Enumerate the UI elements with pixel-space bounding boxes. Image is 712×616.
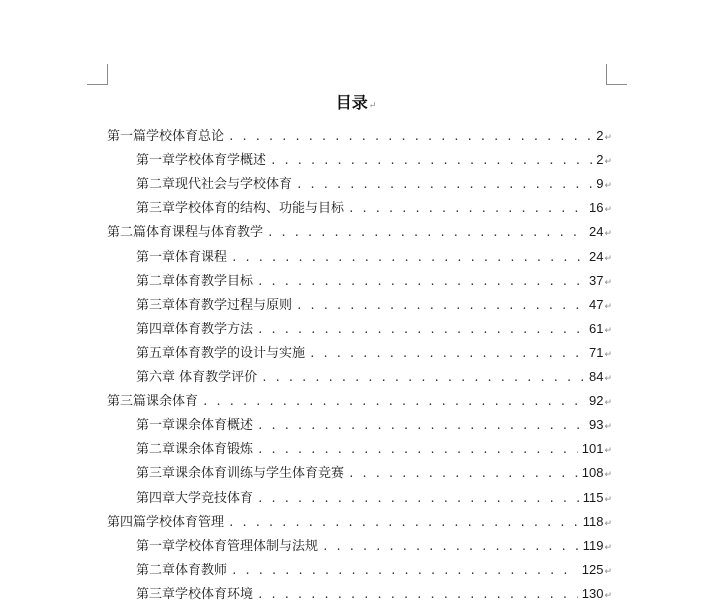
- toc-entry-chapter[interactable]: [136, 536, 612, 556]
- toc-entry-title: 第三章课余体育训练与学生体育竞赛: [136, 466, 345, 481]
- toc-entry-page-number: 47: [588, 297, 604, 312]
- toc-entry-page-number: 9: [596, 176, 604, 191]
- toc-entry-part[interactable]: [107, 222, 612, 242]
- paragraph-mark-icon: ↵: [604, 205, 612, 215]
- toc-entry-title: 第三章学校体育环境: [136, 587, 254, 602]
- toc-entry-title: 第四章体育教学方法: [136, 322, 254, 337]
- toc-dot-leader: [348, 464, 578, 484]
- toc-entry-page-number: 24: [588, 224, 604, 239]
- toc-dot-leader: [231, 561, 578, 581]
- toc-entry-chapter[interactable]: [136, 343, 612, 363]
- toc-entry-title: 第一章学校体育学概述: [136, 153, 267, 168]
- paragraph-mark-icon: ↵: [604, 374, 612, 384]
- paragraph-mark-icon: ↵: [604, 398, 612, 408]
- toc-dot-leader: [270, 151, 592, 171]
- paragraph-mark-icon: ↵: [604, 446, 612, 456]
- toc-entry-title: 第一章学校体育管理体制与法规: [136, 539, 319, 554]
- toc-entry-page-number: 93: [588, 417, 604, 432]
- toc-entry-title: 第二章体育教学目标: [136, 274, 254, 289]
- toc-entry-chapter[interactable]: [136, 271, 612, 291]
- toc-entry-title: 第一章课余体育概述: [136, 418, 254, 433]
- toc-entry-page-number: 2: [596, 128, 604, 143]
- toc-entry-chapter[interactable]: [136, 198, 612, 218]
- toc-entry-chapter[interactable]: [136, 584, 612, 604]
- margin-corner-top-left: [87, 64, 108, 85]
- toc-entry-chapter[interactable]: [136, 367, 612, 387]
- paragraph-mark-icon: ↵: [604, 229, 612, 239]
- paragraph-mark-icon: ↵: [604, 350, 612, 360]
- toc-entry-chapter[interactable]: [136, 439, 612, 459]
- toc-entry-title: 第二章课余体育锻炼: [136, 442, 254, 457]
- toc-entry-chapter[interactable]: [136, 150, 612, 170]
- toc-entry-title: 第一篇学校体育总论: [107, 129, 225, 144]
- paragraph-mark-icon: ↵: [604, 543, 612, 553]
- paragraph-mark-icon: ↵: [604, 157, 612, 167]
- toc-dot-leader: [231, 248, 585, 268]
- toc-entry-title: 第五章体育教学的设计与实施: [136, 346, 306, 361]
- toc-dot-leader: [309, 344, 585, 364]
- toc-entry-title: 第二章现代社会与学校体育: [136, 177, 293, 192]
- toc-dot-leader: [296, 175, 592, 195]
- toc-entry-page-number: 101: [581, 441, 604, 456]
- toc-entry-title: 第二篇体育课程与体育教学: [107, 225, 264, 240]
- paragraph-mark-icon: ↵: [604, 519, 612, 529]
- toc-entry-page-number: 108: [581, 465, 604, 480]
- paragraph-mark-icon: ↵: [604, 591, 612, 601]
- toc-entry-part[interactable]: [107, 126, 612, 146]
- paragraph-mark-icon: ↵: [604, 567, 612, 577]
- toc-entry-part[interactable]: [107, 391, 612, 411]
- toc-entry-page-number: 118: [582, 514, 604, 529]
- toc-heading[interactable]: [0, 93, 712, 116]
- toc-dot-leader: [257, 489, 579, 509]
- toc-dot-leader: [348, 199, 585, 219]
- toc-dot-leader: [257, 440, 578, 460]
- paragraph-mark-icon: ↵: [604, 278, 612, 288]
- paragraph-mark-icon: ↵: [604, 302, 612, 312]
- toc-dot-leader: [202, 392, 585, 412]
- paragraph-mark-icon: ↵: [368, 101, 377, 111]
- toc-entry-title: 第一章体育课程: [136, 250, 228, 265]
- toc-dot-leader: [267, 223, 585, 243]
- toc-entry-page-number: 37: [588, 273, 604, 288]
- toc-dot-leader: [228, 513, 579, 533]
- toc-entry-chapter[interactable]: [136, 247, 612, 267]
- toc-dot-leader: [296, 296, 585, 316]
- paragraph-mark-icon: ↵: [604, 470, 612, 480]
- toc-entry-page-number: 119: [582, 538, 604, 553]
- toc-entry-page-number: 92: [588, 393, 604, 408]
- toc-entry-title: 第三章学校体育的结构、功能与目标: [136, 201, 345, 216]
- toc-entry-title: 第六章 体育教学评价: [136, 370, 258, 385]
- toc-entry-page-number: 130: [581, 586, 604, 601]
- toc-entry-title: 第三篇课余体育: [107, 394, 199, 409]
- margin-corner-top-right: [606, 64, 627, 85]
- toc-dot-leader: [261, 368, 585, 388]
- toc-entry-chapter[interactable]: [136, 319, 612, 339]
- paragraph-mark-icon: ↵: [604, 495, 612, 505]
- paragraph-mark-icon: ↵: [604, 181, 612, 191]
- toc-entry-chapter[interactable]: [136, 488, 612, 508]
- toc-dot-leader: [257, 416, 585, 436]
- toc-entry-page-number: 24: [588, 249, 604, 264]
- toc-entry-page-number: 115: [582, 490, 604, 505]
- toc-dot-leader: [257, 585, 578, 605]
- paragraph-mark-icon: ↵: [604, 326, 612, 336]
- toc-entry-title: 第二章体育教师: [136, 563, 228, 578]
- toc-entry-chapter[interactable]: [136, 560, 612, 580]
- toc-entry-chapter[interactable]: [136, 174, 612, 194]
- toc-entry-page-number: 84: [588, 369, 604, 384]
- toc-entry-chapter[interactable]: [136, 463, 612, 483]
- toc-entry-chapter[interactable]: [136, 295, 612, 315]
- toc-entry-page-number: 2: [596, 152, 604, 167]
- paragraph-mark-icon: ↵: [604, 422, 612, 432]
- paragraph-mark-icon: ↵: [604, 254, 612, 264]
- toc-dot-leader: [257, 320, 585, 340]
- toc-entry-part[interactable]: [107, 512, 612, 532]
- toc-entry-page-number: 61: [588, 321, 604, 336]
- toc-dot-leader: [257, 272, 585, 292]
- toc-heading-text: 目录: [335, 93, 368, 112]
- toc-entry-page-number: 125: [581, 562, 604, 577]
- toc-entry-title: 第四章大学竞技体育: [136, 491, 254, 506]
- toc-entry-title: 第四篇学校体育管理: [107, 515, 225, 530]
- toc-entry-title: 第三章体育教学过程与原则: [136, 298, 293, 313]
- toc-dot-leader: [322, 537, 579, 557]
- toc-dot-leader: [228, 127, 592, 147]
- toc-entry-chapter[interactable]: [136, 415, 612, 435]
- paragraph-mark-icon: ↵: [604, 133, 612, 143]
- toc-entry-page-number: 71: [588, 345, 604, 360]
- toc-entry-page-number: 16: [588, 200, 604, 215]
